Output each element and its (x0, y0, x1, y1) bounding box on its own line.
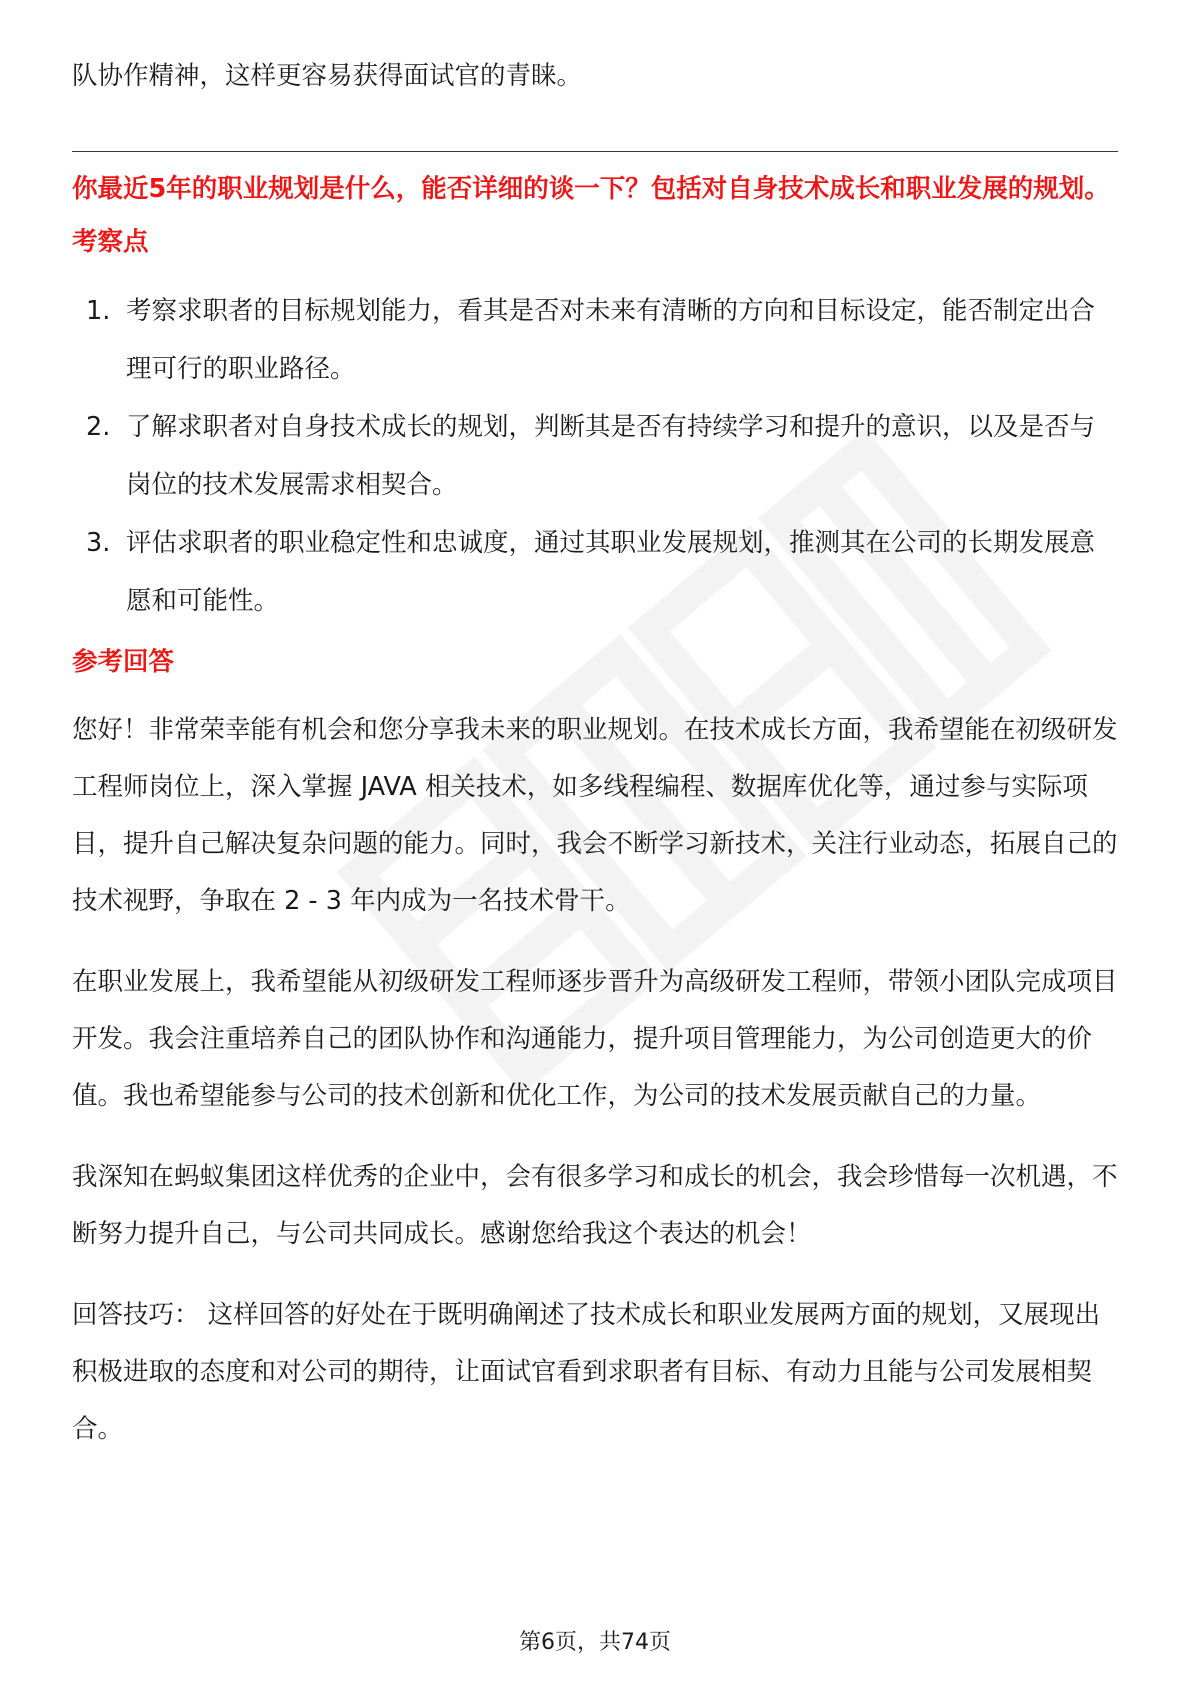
assessment-heading: 考察点 (72, 227, 149, 257)
section-divider (72, 151, 1118, 152)
answer-tips-paragraph: 回答技巧： 这样回答的好处在于既明确阐述了技术成长和职业发展两方面的规划，又展现出积极进取的态度和对公司的期待，让面试官看到求职者有目标、有动力且能与公司发展相契合。 (72, 1300, 1101, 1444)
list-number: 1. (86, 296, 111, 326)
list-number: 2. (86, 412, 111, 442)
assessment-item-text: 评估求职者的职业稳定性和忠诚度，通过其职业发展规划，推测其在公司的长期发展意愿和可能性。 (126, 528, 1096, 616)
interview-question: 你最近5年的职业规划是什么，能否详细的谈一下？包括对自身技术成长和职业发展的规划。 (72, 174, 1110, 204)
assessment-item-text: 考察求职者的目标规划能力，看其是否对未来有清晰的方向和目标设定，能否制定出合理可行的职业路径。 (126, 296, 1096, 384)
assessment-item-text: 了解求职者对自身技术成长的规划，判断其是否有持续学习和提升的意识，以及是否与岗位的技术发展需求相契合。 (126, 412, 1096, 500)
answer-paragraph: 我深知在蚂蚁集团这样优秀的企业中，会有很多学习和成长的机会，我会珍惜每一次机遇，不断努力提升自己，与公司共同成长。感谢您给我这个表达的机会！ (72, 1162, 1118, 1249)
assessment-item (72, 282, 1118, 398)
list-number: 3. (86, 528, 111, 558)
answer-paragraph: 在职业发展上，我希望能从初级研发工程师逐步晋升为高级研发工程师，带领小团队完成项目开发。我会注重培养自己的团队协作和沟通能力，提升项目管理能力，为公司创造更大的价值。我也希望能参与公司的技术创新和优化工作，为公司的技术发展贡献自己的力量。 (72, 967, 1118, 1111)
page-number: 第6页，共74页 (519, 1630, 671, 1655)
page-content (72, 48, 1118, 1482)
assessment-item (72, 514, 1118, 630)
assessment-list (72, 282, 1118, 630)
answer-paragraph: 您好！非常荣幸能有机会和您分享我未来的职业规划。在技术成长方面，我希望能在初级研发工程师岗位上，深入掌握 JAVA 相关技术，如多线程编程、数据库优化等，通过参与实际项目，提升自己解决复杂问题的能力。同时，我会不断学习新技术，关注行业动态，拓展自己的技术视野，争取在 2 - 3 年内成为一名技术骨干。 (72, 715, 1118, 916)
continued-paragraph: 队协作精神，这样更容易获得面试官的青睐。 (72, 61, 583, 91)
answer-heading: 参考回答 (72, 647, 175, 677)
assessment-item (72, 398, 1118, 514)
